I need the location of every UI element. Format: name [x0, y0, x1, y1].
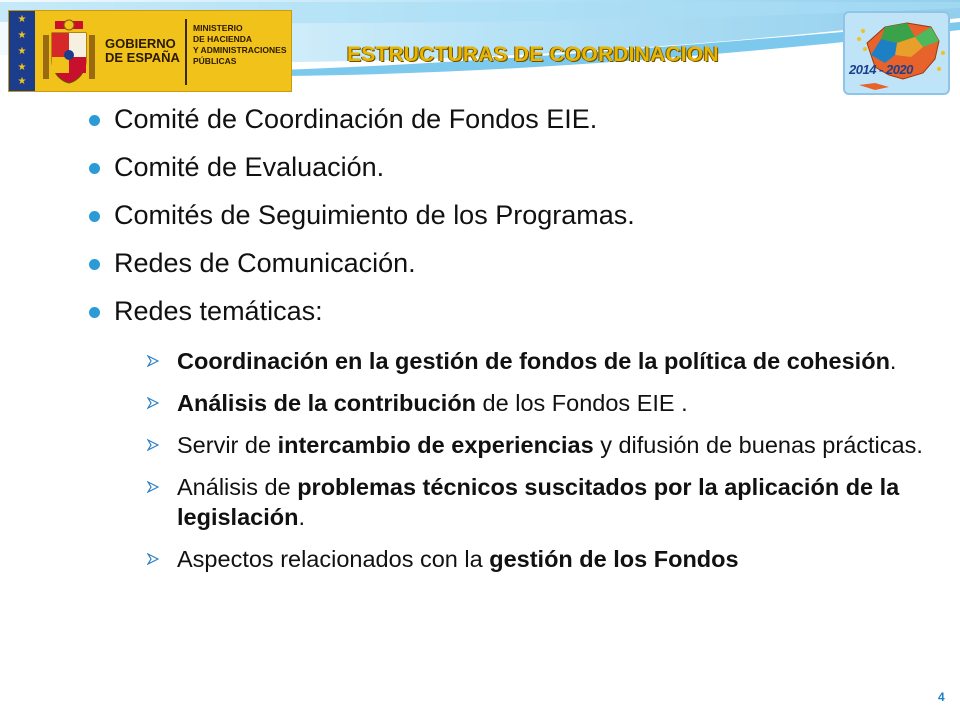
bullet-item [89, 103, 949, 151]
bullet-text: Redes de Comunicación. [114, 248, 416, 278]
government-logo [8, 10, 292, 92]
sub-item [147, 472, 953, 532]
emblem-years: 2014 - 2020 [849, 62, 913, 77]
logo-divider [185, 19, 187, 85]
sub-item-pre: Aspectos relacionados con la [177, 546, 490, 572]
sub-item-pre: Servir de [177, 432, 278, 458]
arrow-bullet-icon [147, 397, 159, 409]
bullet-item [89, 151, 949, 199]
sub-item-pre: Análisis de [177, 474, 298, 500]
sub-item [147, 544, 953, 574]
sub-item-bold: Análisis de la contribución [177, 390, 477, 416]
sub-item-post: . [298, 504, 305, 530]
map-shape-icon [845, 13, 950, 95]
eu-flag-icon: ★ ★ ★ ★ ★ [9, 11, 35, 91]
ministry-name: MINISTERIO DE HACIENDA Y ADMINISTRACIONES PÚBLICAS [193, 23, 287, 66]
thematic-networks-list [147, 346, 953, 586]
sub-item [147, 388, 953, 418]
sub-item-bold: intercambio de experiencias [277, 432, 594, 458]
bullet-dot-icon [89, 115, 100, 126]
sub-item-post: de los Fondos EIE . [476, 390, 688, 416]
sub-item-bold: Coordinación en la gestión de fondos de la política de cohesión [177, 348, 890, 374]
bullet-item [89, 199, 949, 247]
arrow-bullet-icon [147, 553, 159, 565]
government-name: GOBIERNO DE ESPAÑA [105, 36, 180, 65]
main-bullet-list [89, 103, 949, 343]
bullet-dot-icon [89, 307, 100, 318]
arrow-bullet-icon [147, 481, 159, 493]
sub-item-post: y difusión de buenas prácticas. [593, 432, 923, 458]
sub-item-post: . [889, 348, 897, 374]
arrow-bullet-icon [147, 439, 159, 451]
bullet-text: Comité de Evaluación. [114, 152, 385, 182]
bullet-text: Redes temáticas: [114, 296, 323, 326]
arrow-bullet-icon [147, 355, 159, 367]
bullet-item [89, 295, 949, 343]
page-number: 4 [938, 690, 945, 704]
bullet-item [89, 247, 949, 295]
bullet-dot-icon [89, 163, 100, 174]
sub-item-bold: gestión de los Fondos [489, 546, 739, 572]
sub-item-bold: problemas técnicos suscitados por la aplicación de la legislación [177, 474, 900, 530]
bullet-dot-icon [89, 259, 100, 270]
bullet-text: Comités de Seguimiento de los Programas. [114, 200, 635, 230]
coat-of-arms-icon [41, 19, 97, 85]
sub-item [147, 346, 953, 376]
sub-item [147, 430, 953, 460]
bullet-text: Comité de Coordinación de Fondos EIE. [114, 104, 598, 134]
slide-title: ESTRUCTURAS DE COORDINACION [347, 43, 719, 66]
bullet-dot-icon [89, 211, 100, 222]
spain-map-emblem-icon [843, 11, 950, 95]
